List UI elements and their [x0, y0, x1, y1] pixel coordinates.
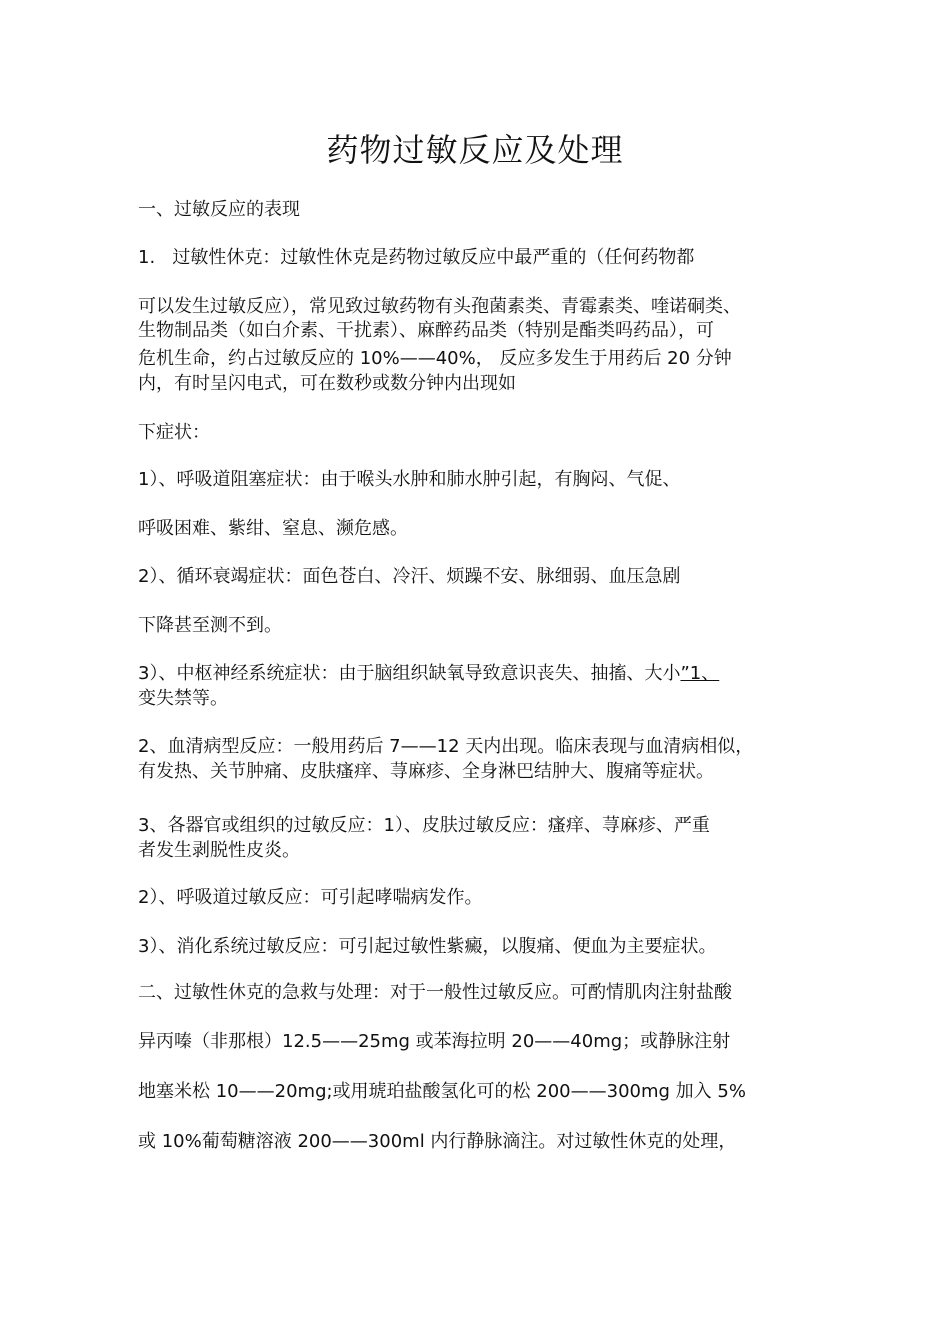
paragraph-line: 生物制品类（如白介素、干扰素）、麻醉药品类（特别是酯类吗药品），可	[138, 320, 714, 341]
paragraph-line: 1）、呼吸道阻塞症状：由于喉头水肿和肺水肿引起，有胸闷、气促、	[138, 469, 681, 490]
paragraph-line: 内，有时呈闪电式，可在数秒或数分钟内出现如	[138, 373, 516, 394]
paragraph-line	[138, 661, 828, 686]
paragraph-text: 3）、中枢神经系统症状：由于脑组织缺氧导致意识丧失、抽搐、大小	[138, 663, 681, 684]
paragraph-line: 2）、循环衰竭症状：面色苍白、冷汗、烦躁不安、脉细弱、血压急剧	[138, 566, 681, 587]
paragraph-line: 1. 过敏性休克：过敏性休克是药物过敏反应中最严重的（任何药物都	[138, 247, 695, 268]
page-title: 药物过敏反应及处理	[326, 131, 624, 169]
paragraph-line: 变失禁等。	[138, 688, 228, 709]
paragraph-line: 有发热、关节肿痛、皮肤瘙痒、荨麻疹、全身淋巴结肿大、腹痛等症状。	[138, 761, 714, 782]
section-heading: 二、过敏性休克的急救与处理：对于一般性过敏反应。可酌情肌肉注射盐酸	[138, 982, 732, 1003]
section-heading: 一、过敏反应的表现	[138, 199, 300, 220]
underlined-text: ”1、	[680, 663, 720, 684]
paragraph-line: 可以发生过敏反应），常见致过敏药物有头孢菌素类、青霉素类、喹诺硐类、	[138, 296, 741, 317]
paragraph-line: 下降甚至测不到。	[138, 615, 282, 636]
paragraph-line: 者发生剥脱性皮炎。	[138, 840, 300, 861]
paragraph-line: 呼吸困难、紫绀、窒息、濒危感。	[138, 518, 408, 539]
paragraph-line: 3、各器官或组织的过敏反应：1）、皮肤过敏反应：瘙痒、荨麻疹、严重	[138, 815, 710, 836]
paragraph-line: 下症状：	[138, 422, 210, 443]
paragraph-line: 危机生命，约占过敏反应的 10%——40%， 反应多发生于用药后 20 分钟	[138, 348, 732, 369]
paragraph-line: 地塞米松 10——20mg;或用琥珀盐酸氢化可的松 200——300mg 加入 5%	[138, 1081, 746, 1102]
paragraph-line: 或 10%葡萄糖溶液 200——300ml 内行静脉滴注。对过敏性休克的处理，	[138, 1131, 737, 1152]
paragraph-line: 2、血清病型反应：一般用药后 7——12 天内出现。临床表现与血清病相似，	[138, 736, 754, 757]
paragraph-line: 2）、呼吸道过敏反应：可引起哮喘病发作。	[138, 887, 483, 908]
paragraph-line: 3）、消化系统过敏反应：可引起过敏性紫癜，以腹痛、便血为主要症状。	[138, 936, 717, 957]
paragraph-line: 异丙嗪（非那根）12.5——25mg 或苯海拉明 20——40mg；或静脉注射	[138, 1031, 731, 1052]
